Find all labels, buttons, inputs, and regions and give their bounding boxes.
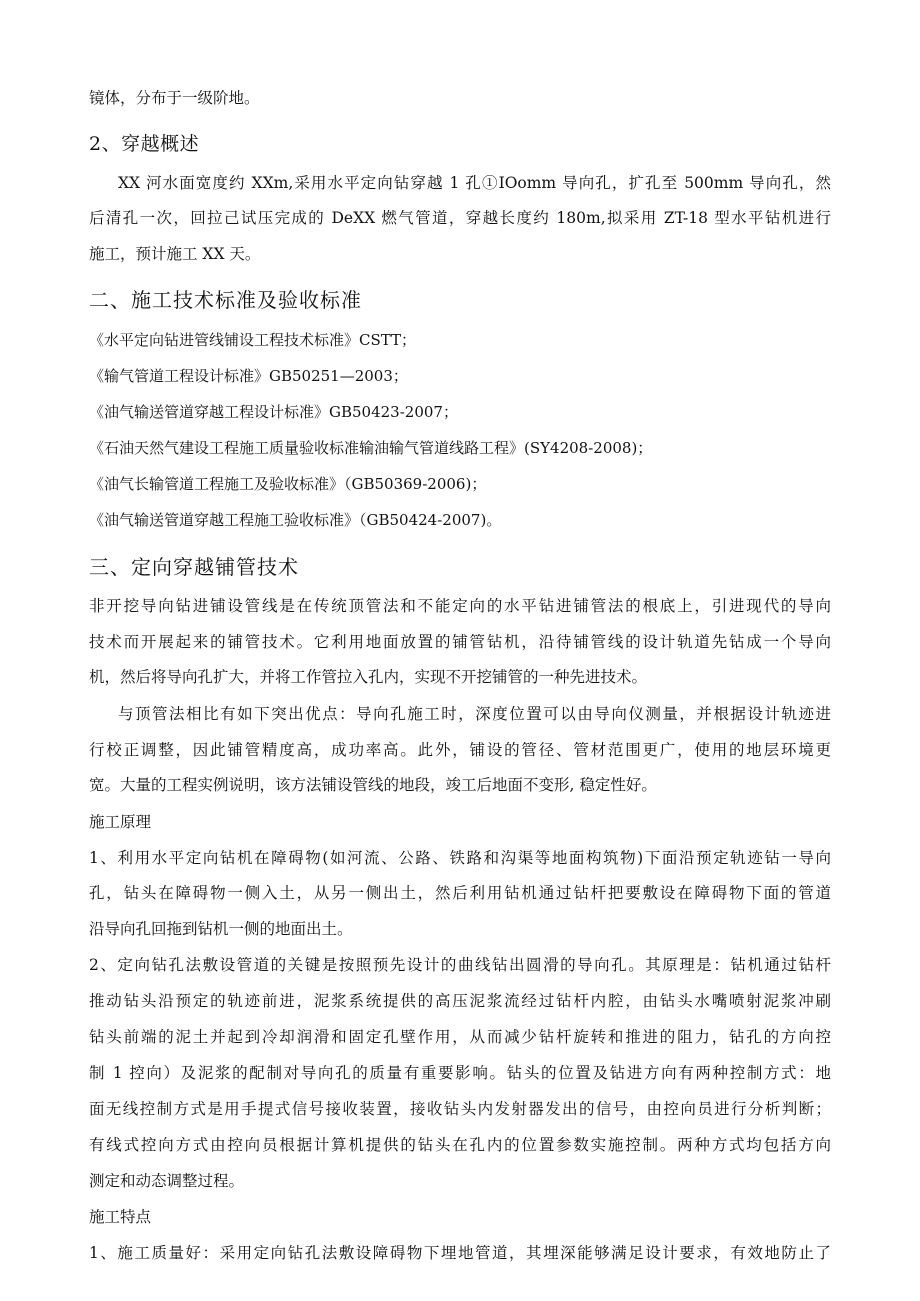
- paragraph-line: 2、定向钻孔法敷设管道的关键是按照预先设计的曲线钻出圆滑的导向孔。其原理是：钻机通过钻杆: [89, 956, 831, 974]
- paragraph-line: 镜体，分布于一级阶地。: [89, 89, 260, 107]
- paragraph-line: 后清孔一次，回拉己试压完成的 DeXX 燃气管道，穿越长度约 180m,拟采用 ZT-18 型水平钻机进行: [89, 209, 831, 227]
- paragraph-line: 沿导向孔回拖到钻机一侧的地面出土。: [89, 920, 353, 938]
- paragraph-line: 面无线控制方式是用手提式信号接收装置，接收钻头内发射器发出的信号，由控向员进行分析判断；: [89, 1100, 831, 1118]
- standard-item: 《输气管道工程设计标准》GB50251—2003；: [89, 367, 408, 385]
- paragraph-line: 宽。大量的工程实例说明，该方法铺设管线的地段，竣工后地面不变形, 稳定性好。: [89, 776, 657, 794]
- paragraph-line: 制 1 控向）及泥浆的配制对导向孔的质量有重要影响。钻头的位置及钻进方向有两种控制方式：地: [89, 1064, 831, 1082]
- standard-item: 《油气输送管道穿越工程施工验收标准》（GB50424-2007)。: [89, 511, 502, 529]
- paragraph-line: 行校正调整，因此铺管精度高，成功率高。此外，铺设的管径、管材范围更广，使用的地层环境更: [89, 741, 831, 759]
- paragraph-line: 机，然后将导向孔扩大，并将工作管拉入孔内，实现不开挖铺管的一种先进技术。: [89, 668, 648, 686]
- paragraph-line: 测定和动态调整过程。: [89, 1172, 245, 1190]
- paragraph-line: 钻头前端的泥土并起到冷却润滑和固定孔壁作用，从而减少钻杆旋转和推进的阻力，钻孔的方向控: [89, 1028, 831, 1046]
- subsection-title: 施工特点: [89, 1208, 152, 1226]
- standard-item: 《油气输送管道穿越工程设计标准》GB50423-2007；: [89, 403, 458, 421]
- paragraph-line: 1、施工质量好：采用定向钻孔法敷设障碍物下埋地管道，其埋深能够满足设计要求，有效地防止了: [89, 1244, 831, 1262]
- chapter-heading: 二、施工技术标准及验收标准: [89, 288, 362, 312]
- paragraph-line: 推动钻头沿预定的轨迹前进，泥浆系统提供的高压泥浆流经过钻杆内腔，由钻头水嘴喷射泥浆冲刷: [89, 992, 831, 1010]
- standard-item: 《油气长输管道工程施工及验收标准》（GB50369-2006)；: [89, 475, 487, 493]
- paragraph-line: 技术而开展起来的铺管技术。它利用地面放置的铺管钻机，沿待铺管线的设计轨道先钻成一个导向: [89, 633, 831, 651]
- section-heading: 2、穿越概述: [89, 133, 200, 155]
- paragraph-line: 与顶管法相比有如下突出优点：导向孔施工时，深度位置可以由导向仪测量，并根据设计轨迹进: [118, 705, 831, 723]
- paragraph-line: 施工，预计施工 XX 天。: [89, 245, 261, 263]
- paragraph-line: 有线式控向方式由控向员根据计算机提供的钻头在孔内的位置参数实施控制。两种方式均包括方向: [89, 1136, 831, 1154]
- paragraph-line: 非开挖导向钻进铺设管线是在传统顶管法和不能定向的水平钻进铺管法的根底上，引进现代的导向: [89, 597, 831, 615]
- paragraph-line: 孔，钻头在障碍物一侧入土，从另一侧出土，然后利用钻机通过钻杆把要敷设在障碍物下面的管道: [89, 884, 831, 902]
- chapter-heading: 三、定向穿越铺管技术: [89, 555, 299, 579]
- standard-item: 《石油天然气建设工程施工质量验收标准输油输气管道线路工程》(SY4208-2008)；: [89, 439, 653, 457]
- paragraph-line: 1、利用水平定向钻机在障碍物(如河流、公路、铁路和沟渠等地面构筑物)下面沿预定轨迹钻一导向: [89, 849, 831, 867]
- standard-item: 《水平定向钻进管线铺设工程技术标准》CSTT；: [89, 331, 417, 349]
- paragraph-line: XX 河水面宽度约 XXm,采用水平定向钻穿越 1 孔①IOomm 导向孔，扩孔至 500mm 导向孔，然: [118, 174, 831, 192]
- subsection-title: 施工原理: [89, 813, 152, 831]
